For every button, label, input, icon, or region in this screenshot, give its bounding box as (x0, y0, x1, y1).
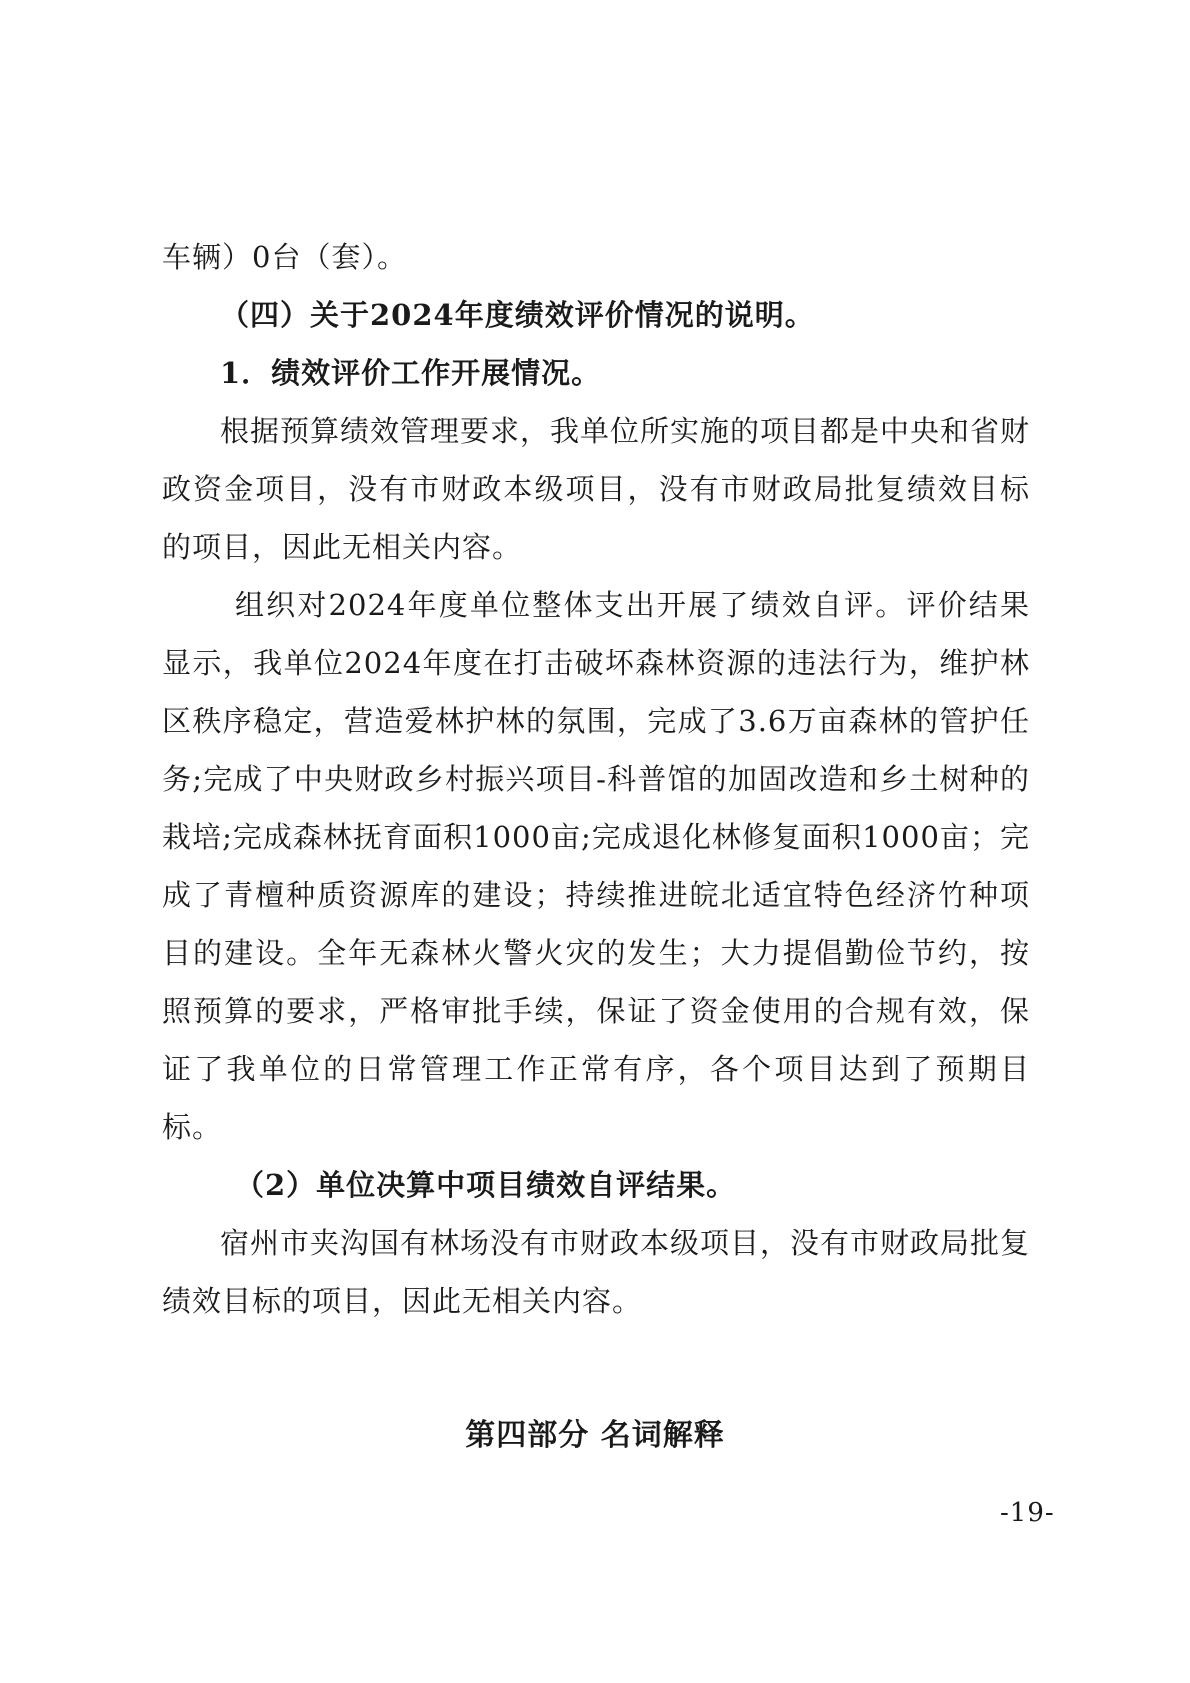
paragraph-self-evaluation: 组织对2024年度单位整体支出开展了绩效自评。评价结果显示，我单位2024年度在打击破坏森林资源的违法行为，维护林区秩序稳定，营造爱林护林的氛围，完成了3.6万亩森林的管护任务;完成了中央财政乡村振兴项目-科普馆的加固改造和乡土树种的栽培;完成森林抚育面积1000亩;完成退化林修复面积1000亩；完成了青檀种质资源库的建设；持续推进皖北适宜特色经济竹种项目的建设。全年无森林火警火灾的发生；大力提倡勤俭节约，按照预算的要求，严格审批手续，保证了资金使用的合规有效，保证了我单位的日常管理工作正常有序，各个项目达到了预期目标。 (162, 588, 1030, 1144)
paragraph-project-results: 宿州市夹沟国有林场没有市财政本级项目，没有市财政局批复绩效目标的项目，因此无相关内容。 (162, 1226, 1031, 1318)
body-text (162, 228, 1030, 1330)
paragraph-continuation: 车辆）0台（套）。 (162, 240, 407, 274)
section-title: 第四部分 名词解释 (465, 1418, 725, 1453)
section-heading-4: （四）关于2024年度绩效评价情况的说明。 (220, 298, 815, 332)
page-number: -19- (1000, 1498, 1055, 1528)
subsection-heading-1: 1．绩效评价工作开展情况。 (220, 356, 602, 390)
subsection-heading-2: （2）单位决算中项目绩效自评结果。 (235, 1168, 737, 1202)
paragraph-budget-requirements: 根据预算绩效管理要求，我单位所实施的项目都是中央和省财政资金项目，没有市财政本级项目，没有市财政局批复绩效目标的项目，因此无相关内容。 (162, 414, 1031, 564)
